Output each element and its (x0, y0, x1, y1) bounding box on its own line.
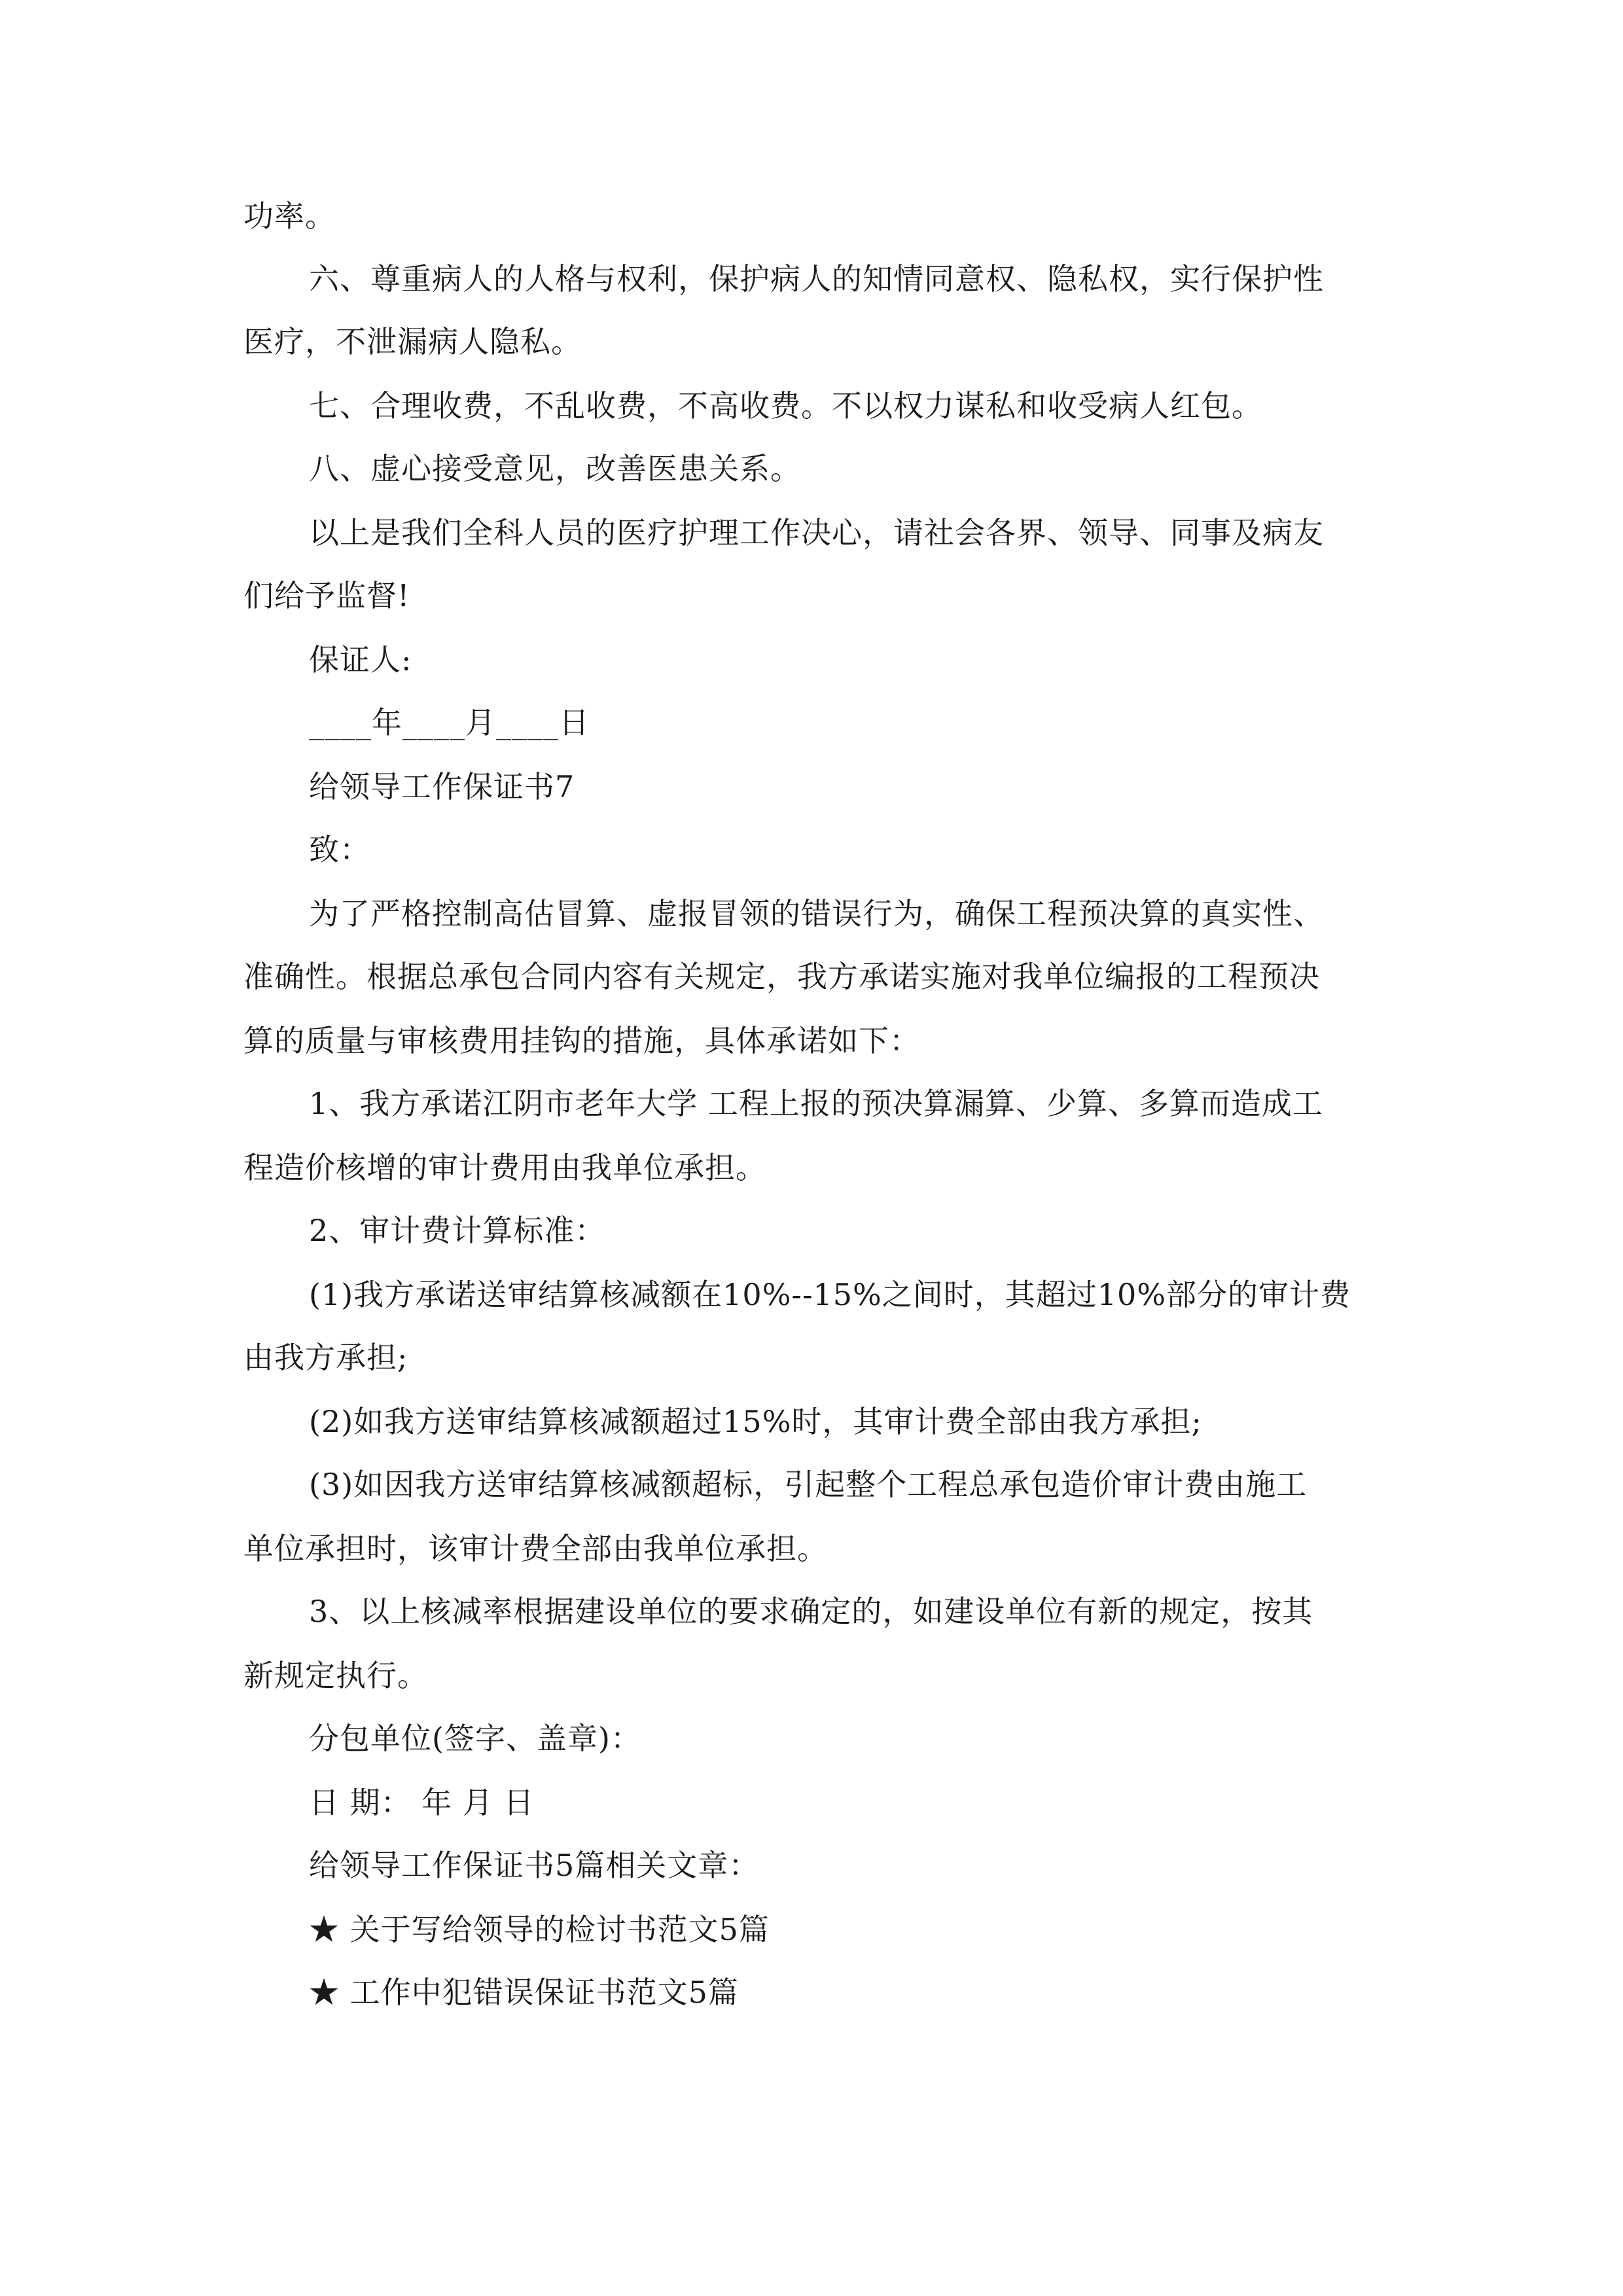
paragraph-line: 2、审计费计算标准： (309, 1213, 606, 1248)
paragraph-line: 程造价核增的审计费用由我单位承担。 (243, 1150, 766, 1185)
paragraph-line: 以上是我们全科人员的医疗护理工作决心，请社会各界、领导、同事及病友 (309, 515, 1324, 550)
paragraph-line: 医疗，不泄漏病人隐私。 (243, 324, 582, 359)
paragraph-line: 1、我方承诺江阴市老年大学 工程上报的预决算漏算、少算、多算而造成工 (309, 1086, 1323, 1121)
paragraph-line: (3)如因我方送审结算核减额超标，引起整个工程总承包造价审计费由施工 (309, 1467, 1308, 1502)
paragraph-line: 由我方承担; (243, 1340, 408, 1375)
paragraph-line: 八、虚心接受意见，改善医患关系。 (309, 451, 801, 486)
paragraph-line: 准确性。根据总承包合同内容有关规定，我方承诺实施对我单位编报的工程预决 (243, 959, 1320, 994)
related-article-link[interactable]: ★ 关于写给领导的检讨书范文5篇 (309, 1912, 770, 1947)
date-line: ____年____月____日 (309, 705, 590, 740)
section-title: 给领导工作保证书7 (309, 769, 575, 804)
paragraph-line: 新规定执行。 (243, 1658, 428, 1693)
signature-label: 分包单位(签字、盖章)： (309, 1721, 641, 1756)
salutation: 致： (309, 832, 370, 867)
paragraph-line: 算的质量与审核费用挂钩的措施，具体承诺如下： (243, 1023, 920, 1058)
date-label: 日 期： 年 月 日 (309, 1785, 535, 1820)
paragraph-line: 3、以上核减率根据建设单位的要求确定的，如建设单位有新的规定，按其 (309, 1594, 1313, 1629)
related-article-link[interactable]: ★ 工作中犯错误保证书范文5篇 (309, 1975, 739, 2010)
paragraph-line: 六、尊重病人的人格与权利，保护病人的知情同意权、隐私权，实行保护性 (309, 261, 1324, 296)
paragraph-line: (1)我方承诺送审结算核减额在10%--15%之间时，其超过10%部分的审计费 (309, 1277, 1351, 1312)
signer-label: 保证人: (309, 642, 412, 677)
related-articles-heading: 给领导工作保证书5篇相关文章： (309, 1848, 760, 1883)
paragraph-line: 们给予监督! (243, 578, 410, 613)
paragraph-line: 七、合理收费，不乱收费，不高收费。不以权力谋私和收受病人红包。 (309, 388, 1262, 423)
paragraph-line: 单位承担时，该审计费全部由我单位承担。 (243, 1531, 828, 1566)
paragraph-line: (2)如我方送审结算核减额超过15%时，其审计费全部由我方承担; (309, 1404, 1202, 1439)
paragraph-line: 功率。 (243, 198, 336, 234)
paragraph-line: 为了严格控制高估冒算、虚报冒领的错误行为，确保工程预决算的真实性、 (309, 896, 1324, 931)
